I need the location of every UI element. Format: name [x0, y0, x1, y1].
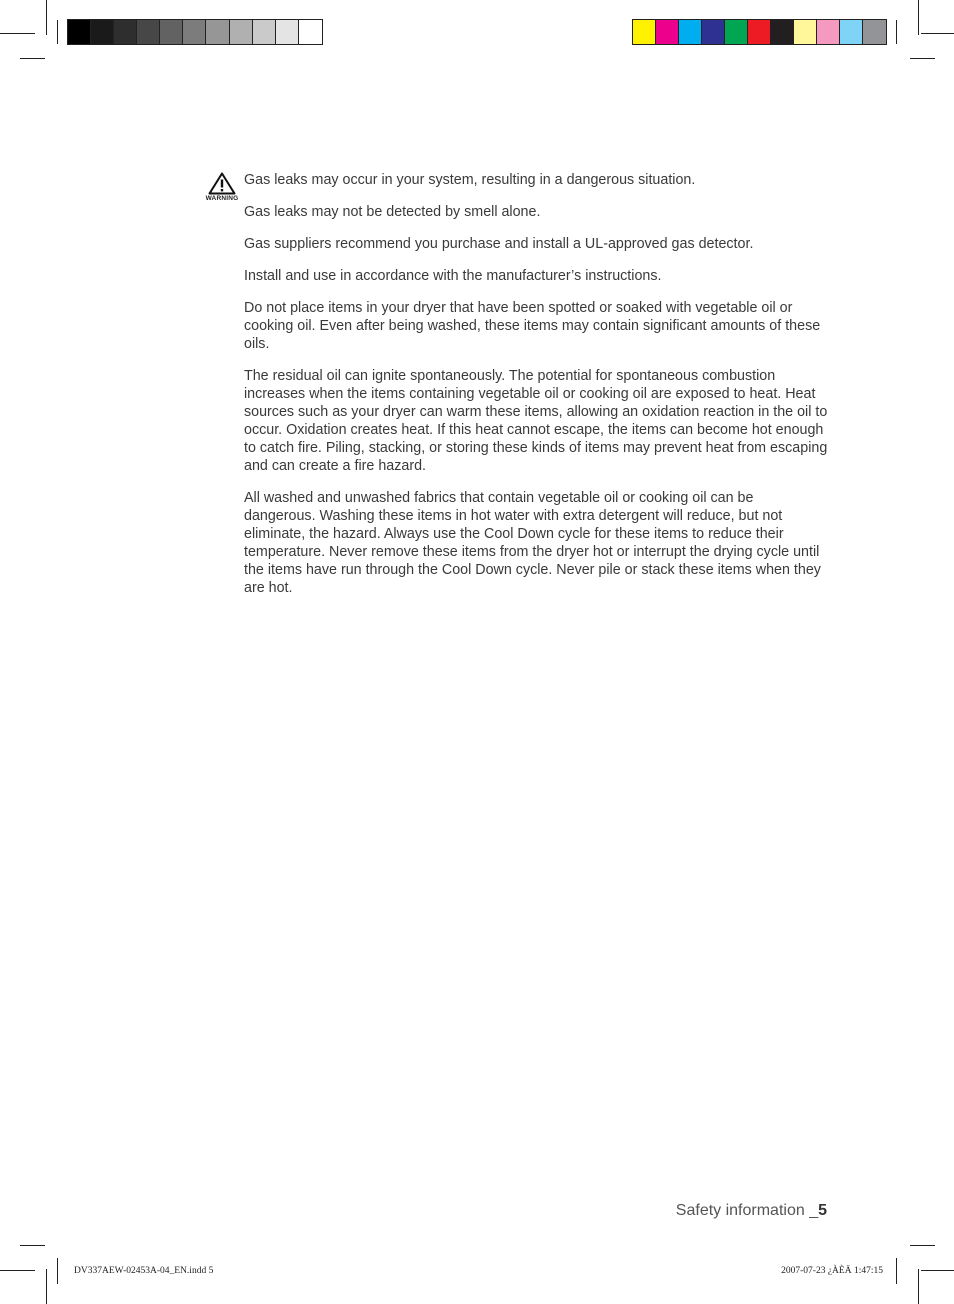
- color-calibration-strip: [632, 19, 887, 45]
- crop-mark: [0, 33, 35, 34]
- color-swatch: [114, 20, 137, 44]
- crop-mark: [20, 1245, 45, 1246]
- crop-mark: [921, 33, 954, 34]
- color-swatch: [679, 20, 702, 44]
- slug-filename: DV337AEW-02453A-04_EN.indd 5: [74, 1266, 214, 1276]
- paragraph: Gas leaks may occur in your system, resulting in a dangerous situation.: [244, 172, 696, 188]
- crop-mark: [57, 1258, 58, 1284]
- color-swatch: [771, 20, 794, 44]
- paragraph: All washed and unwashed fabrics that contain vegetable oil or cooking oil can be dangerous. Washing these items in hot water with extra detergent will reduce, but not eliminate, the hazard. Always use the Cool Down cycle for these items to reduce their temperature. Never remove these items from the dryer hot or interrupt the drying cycle until the items have run through the Cool Down cycle. Never pile or stack these items when they are hot.: [244, 490, 821, 596]
- crop-mark: [918, 0, 919, 35]
- grayscale-calibration-strip: [67, 19, 323, 45]
- warning-triangle-icon: [208, 172, 236, 195]
- color-swatch: [794, 20, 817, 44]
- paragraph: Gas leaks may not be detected by smell alone.: [244, 204, 541, 220]
- page-footer: [676, 1202, 827, 1220]
- section-title: Safety information _: [675, 1202, 819, 1219]
- paragraph: Gas suppliers recommend you purchase and install a UL-approved gas detector.: [244, 236, 754, 252]
- crop-mark: [46, 0, 47, 35]
- color-swatch: [748, 20, 771, 44]
- color-swatch: [91, 20, 114, 44]
- color-swatch: [276, 20, 299, 44]
- safety-warning-text: [244, 171, 828, 611]
- color-swatch: [817, 20, 840, 44]
- color-swatch: [183, 20, 206, 44]
- color-swatch: [299, 20, 322, 44]
- paragraph: Do not place items in your dryer that have been spotted or soaked with vegetable oil or cooking oil. Even after being washed, these items may contain significant amounts of these oils.: [244, 300, 821, 352]
- color-swatch: [702, 20, 725, 44]
- color-swatch: [230, 20, 253, 44]
- crop-mark: [921, 1270, 954, 1271]
- crop-mark: [896, 20, 897, 44]
- color-swatch: [253, 20, 276, 44]
- page-number: 5: [818, 1202, 827, 1219]
- color-swatch: [206, 20, 229, 44]
- crop-mark: [896, 1258, 897, 1284]
- crop-mark: [910, 1245, 935, 1246]
- warning-block: [204, 172, 240, 202]
- color-swatch: [863, 20, 886, 44]
- crop-mark: [46, 1269, 47, 1304]
- color-swatch: [160, 20, 183, 44]
- color-swatch: [68, 20, 91, 44]
- paragraph: Install and use in accordance with the manufacturer’s instructions.: [244, 268, 662, 284]
- crop-mark: [910, 58, 935, 59]
- slug-datetime: 2007-07-23 ¿ÀÈÄ 1:47:15: [781, 1266, 883, 1276]
- color-swatch: [633, 20, 656, 44]
- warning-label: WARNING: [205, 195, 239, 202]
- color-swatch: [840, 20, 863, 44]
- color-swatch: [656, 20, 679, 44]
- color-swatch: [137, 20, 160, 44]
- crop-mark: [0, 1270, 35, 1271]
- paragraph: The residual oil can ignite spontaneously. The potential for spontaneous combustion increases when the items containing vegetable oil or cooking oil are exposed to heat. Heat sources such as your dryer can warm these items, allowing an oxidation reaction in the oil to occur. Oxidation creates heat. If this heat cannot escape, the items can become hot enough to catch fire. Piling, stacking, or storing these kinds of items may prevent heat from escaping and can create a fire hazard.: [244, 368, 828, 474]
- crop-mark: [57, 20, 58, 44]
- color-swatch: [725, 20, 748, 44]
- crop-mark: [20, 58, 45, 59]
- crop-mark: [918, 1269, 919, 1304]
